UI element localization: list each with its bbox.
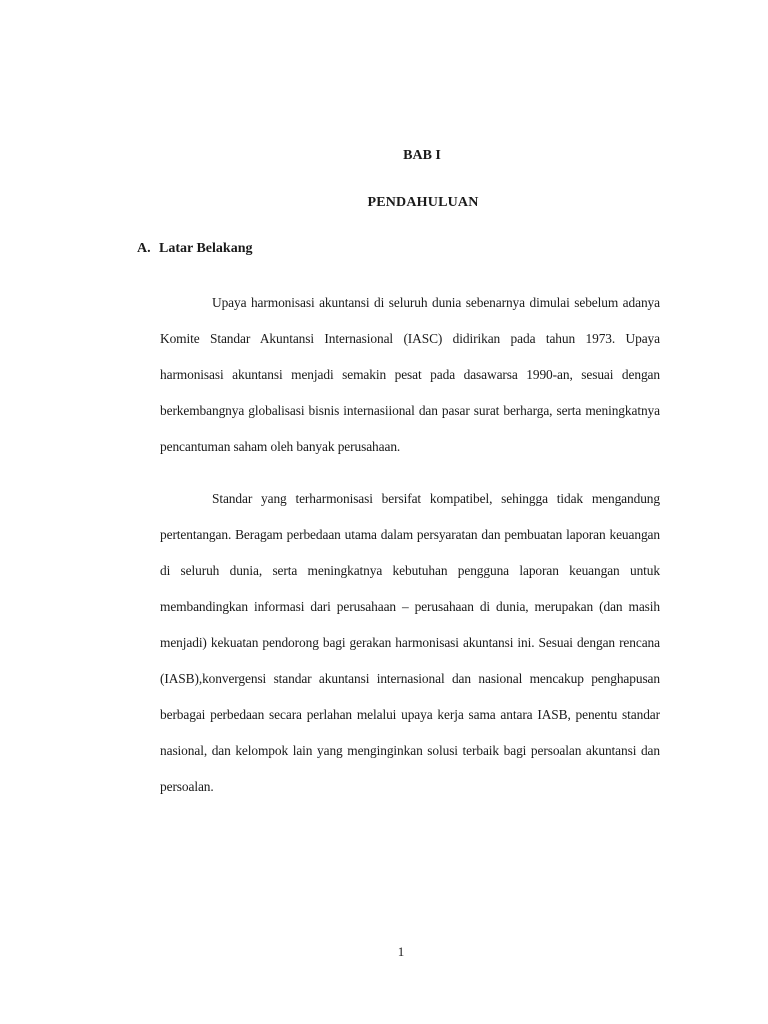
- section-letter: A.: [137, 241, 151, 256]
- section-title: Latar Belakang: [159, 241, 253, 256]
- page-number: 1: [397, 944, 405, 959]
- body-paragraph-2: Standar yang terharmonisasi bersifat kompatibel, sehingga tidak mengandung pertentangan. Beragam perbedaan utama dalam persyaratan dan pembuatan laporan keuangan di seluruh dunia, serta meningkatnya kebutuhan pengguna laporan keuangan untuk membandingkan informasi dari perusahaan – perusahaan di dunia, merupakan (dan masih menjadi) kekuatan pendorong bagi gerakan harmonisasi akuntansi ini. Sesuai dengan rencana (IASB),konvergensi standar akuntansi internasional dan nasional mencakup penghapusan berbagai perbedaan secara perlahan melalui upaya kerja sama antara IASB, penentu standar nasional, dan kelompok lain yang menginginkan solusi terbaik bagi persoalan akuntansi dan persoalan.: [160, 491, 660, 794]
- chapter-number: BAB I: [403, 148, 441, 163]
- body-paragraph-1: Upaya harmonisasi akuntansi di seluruh dunia sebenarnya dimulai sebelum adanya Komite Standar Akuntansi Internasional (IASC) didirikan pada tahun 1973. Upaya harmonisasi akuntansi menjadi semakin pesat pada dasawarsa 1990-an, sesuai dengan berkembangnya globalisasi bisnis internasiional dan pasar surat berharga, serta meningkatnya pencantuman saham oleh banyak perusahaan.: [160, 295, 660, 454]
- chapter-title: PENDAHULUAN: [367, 195, 479, 210]
- section-heading: [137, 239, 252, 259]
